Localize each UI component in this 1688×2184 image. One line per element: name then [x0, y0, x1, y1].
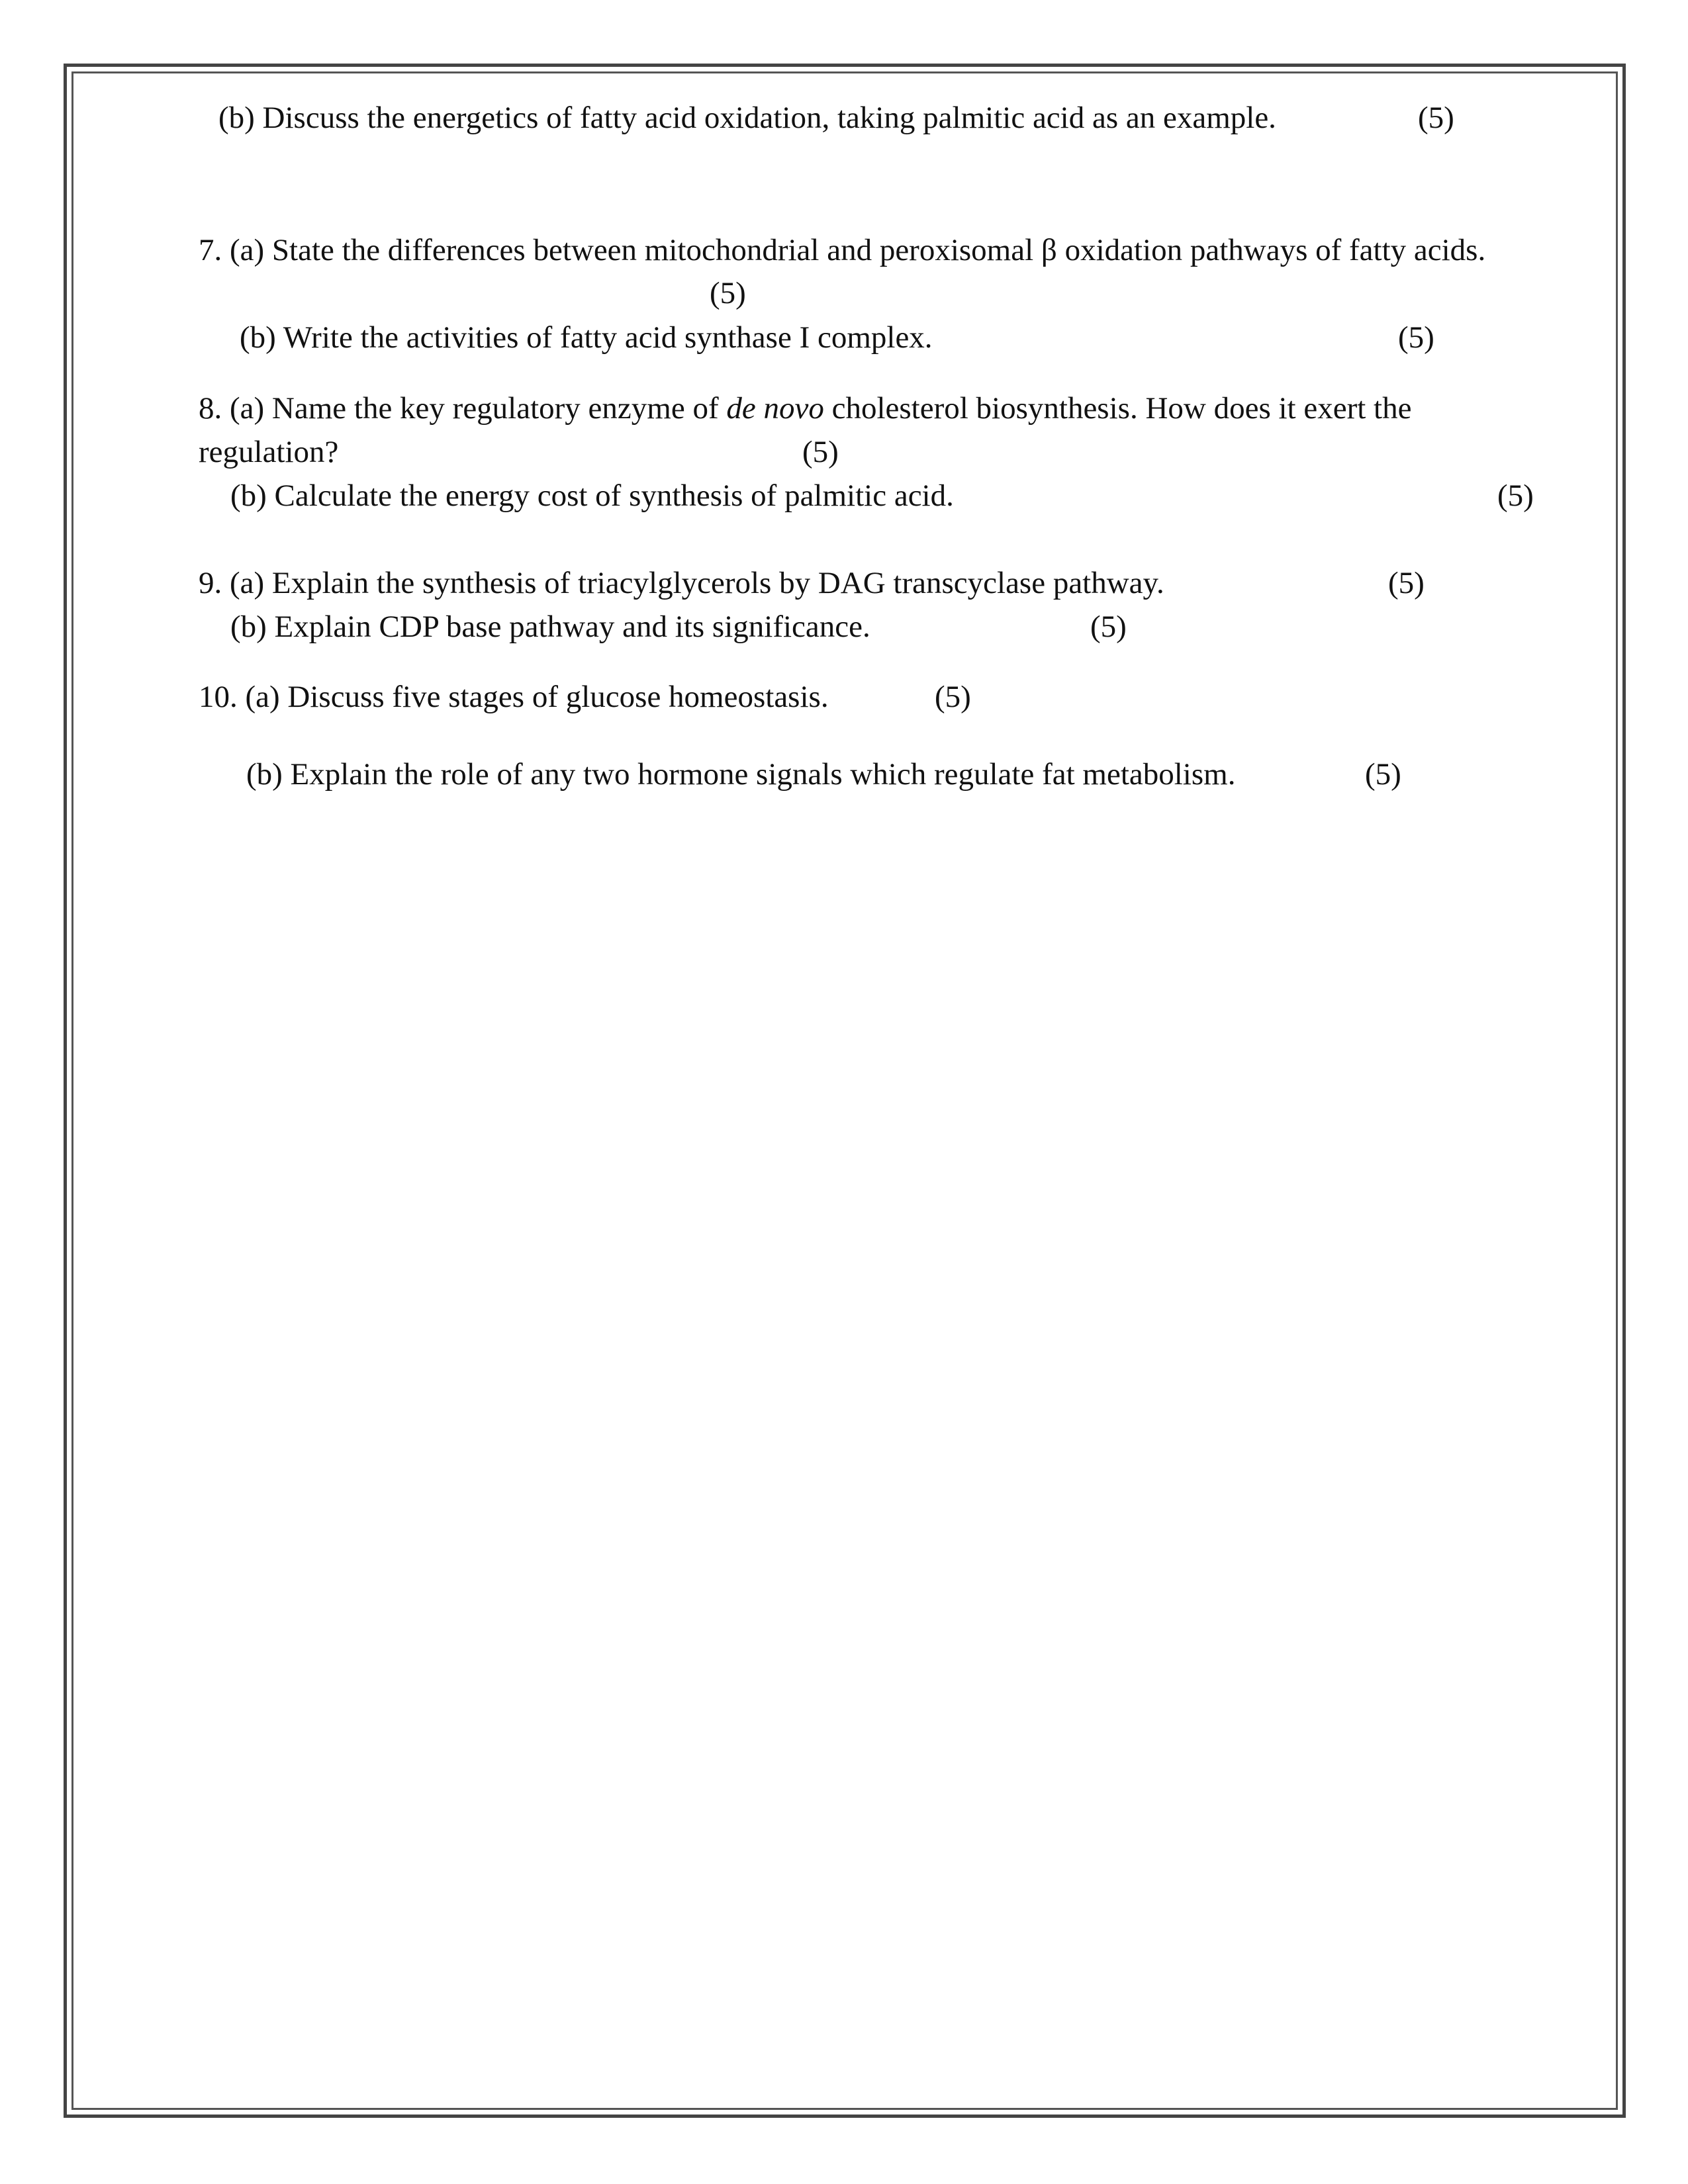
- question-9a-marks: (5): [1388, 566, 1425, 600]
- question-7a-text: 7. (a) State the differences between mitochondrial and peroxisomal β oxidation pathways of fatty acids.: [199, 233, 1486, 267]
- question-6b-marks: (5): [1418, 101, 1454, 135]
- question-6b-text: (b) Discuss the energetics of fatty acid oxidation, taking palmitic acid as an example.: [218, 101, 1276, 135]
- question-7b-text: (b) Write the activities of fatty acid synthase I complex.: [240, 320, 933, 355]
- question-7a-marks: (5): [710, 276, 746, 310]
- question-8a-marks: (5): [802, 435, 839, 469]
- question-9b-text: (b) Explain CDP base pathway and its significance.: [230, 610, 870, 644]
- question-8a-text-line2: regulation?: [199, 435, 339, 469]
- question-10b-marks: (5): [1365, 757, 1401, 792]
- question-8a-text-post: cholesterol biosynthesis. How does it exert the: [823, 391, 1412, 426]
- page-border-inner: [71, 71, 1618, 2110]
- question-8a-text-italic: de novo: [726, 391, 824, 426]
- question-8b-text: (b) Calculate the energy cost of synthesis of palmitic acid.: [230, 478, 954, 513]
- question-8b-marks: (5): [1497, 478, 1534, 513]
- question-10a-marks: (5): [935, 680, 971, 714]
- question-8a-text: [199, 393, 1411, 424]
- question-10a-text: 10. (a) Discuss five stages of glucose homeostasis.: [199, 680, 829, 714]
- question-7b-marks: (5): [1398, 320, 1434, 355]
- question-8a-text-pre: 8. (a) Name the key regulatory enzyme of: [199, 391, 727, 426]
- question-9a-text: 9. (a) Explain the synthesis of triacylglycerols by DAG transcyclase pathway.: [199, 566, 1164, 600]
- question-9b-marks: (5): [1090, 610, 1127, 644]
- question-10b-text: (b) Explain the role of any two hormone signals which regulate fat metabolism.: [246, 757, 1236, 792]
